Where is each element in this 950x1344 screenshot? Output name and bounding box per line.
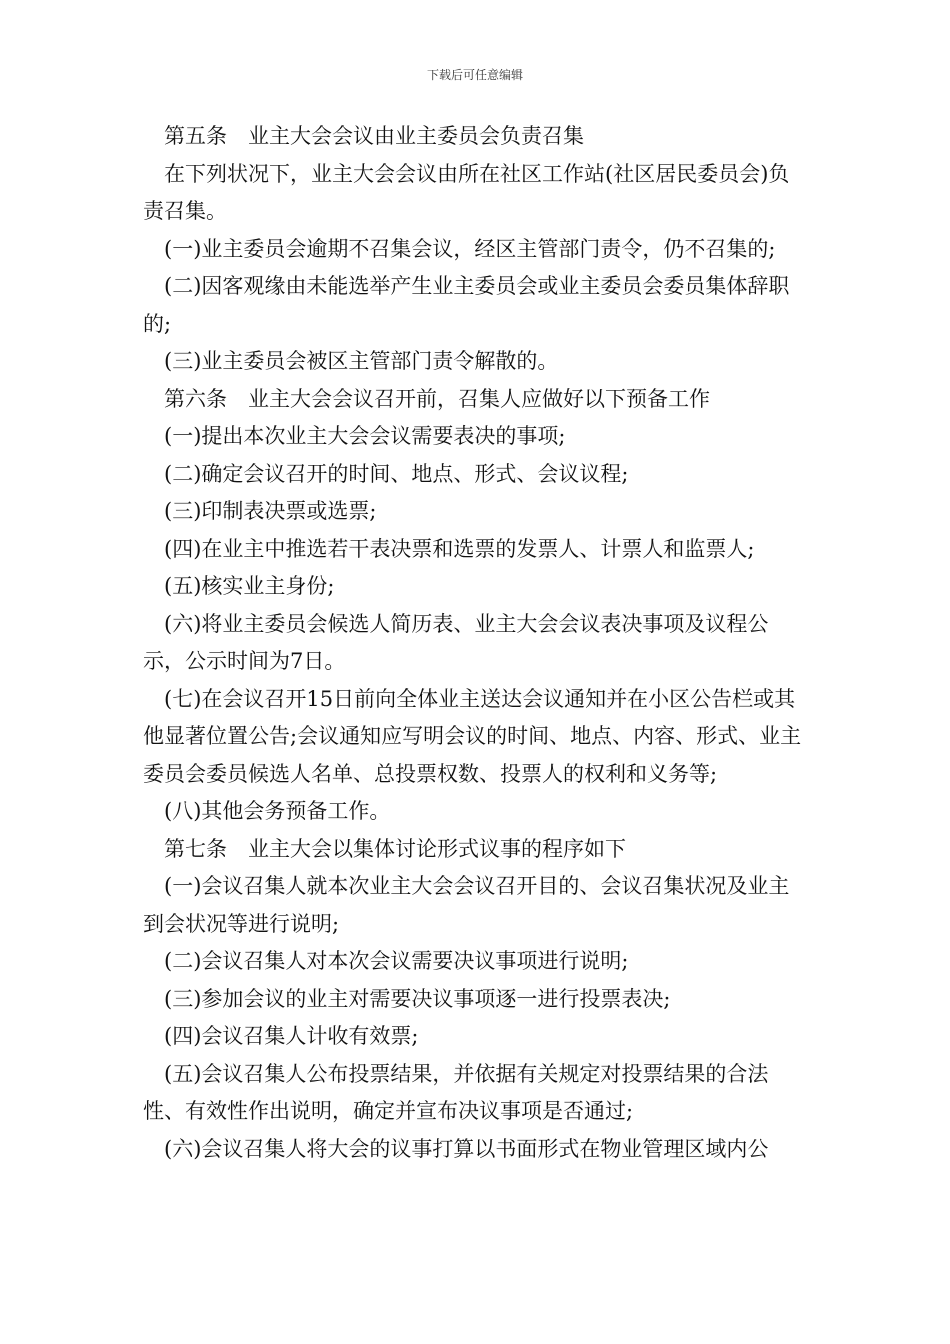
article-number: 第七条	[164, 836, 227, 861]
body-paragraph: (二)因客观缘由未能选举产生业主委员会或业主委员会委员集体辞职的;	[143, 274, 790, 336]
article-title: 业主大会以集体讨论形式议事的程序如下	[248, 836, 626, 861]
page-header: 下载后可任意编辑	[426, 68, 523, 82]
body-paragraph: (六)将业主委员会候选人简历表、业主大会会议表决事项及议程公示，公示时间为7日。	[143, 611, 769, 673]
body-paragraph: (一)会议召集人就本次业主大会会议召开目的、会议召集状况及业主到会状况等进行说明;	[143, 874, 790, 936]
body-paragraph: (八)其他会务预备工作。	[164, 799, 391, 823]
document-body	[143, 118, 807, 1168]
body-paragraph: (二)会议召集人对本次会议需要决议事项进行说明;	[164, 949, 629, 973]
body-paragraph: 在下列状况下，业主大会会议由所在社区工作站(社区居民委员会)负责召集。	[143, 161, 790, 223]
body-paragraph: (五)核实业主身份;	[164, 574, 335, 598]
article-title: 业主大会会议召开前，召集人应做好以下预备工作	[248, 386, 710, 411]
body-paragraph: (三)印制表决票或选票;	[164, 499, 377, 523]
body-paragraph: (三)业主委员会被区主管部门责令解散的。	[164, 349, 559, 373]
article-heading	[143, 381, 807, 419]
article-number: 第六条	[164, 386, 227, 411]
article-heading	[143, 831, 807, 869]
body-paragraph: (六)会议召集人将大会的议事打算以书面形式在物业管理区域内公	[164, 1136, 769, 1161]
body-paragraph: (四)会议召集人计收有效票;	[164, 1024, 419, 1048]
body-paragraph: (一)业主委员会逾期不召集会议，经区主管部门责令，仍不召集的;	[164, 236, 776, 261]
body-paragraph: (三)参加会议的业主对需要决议事项逐一进行投票表决;	[164, 986, 671, 1011]
article-heading	[143, 118, 807, 156]
body-paragraph: (七)在会议召开15日前向全体业主送达会议通知并在小区公告栏或其他显著位置公告;会议通知应写明会议的时间、地点、内容、形式、业主委员会委员候选人名单、总投票权数、投票人的权利和义务等;	[143, 686, 802, 786]
body-paragraph: (五)会议召集人公布投票结果，并依据有关规定对投票结果的合法性、有效性作出说明，确定并宣布决议事项是否通过;	[143, 1061, 769, 1123]
article-number: 第五条	[164, 124, 227, 148]
article-title: 业主大会会议由业主委员会负责召集	[248, 124, 584, 148]
body-paragraph: (四)在业主中推选若干表决票和选票的发票人、计票人和监票人;	[164, 536, 755, 561]
body-paragraph: (一)提出本次业主大会会议需要表决的事项;	[164, 424, 566, 448]
body-paragraph: (二)确定会议召开的时间、地点、形式、会议议程;	[164, 461, 629, 486]
